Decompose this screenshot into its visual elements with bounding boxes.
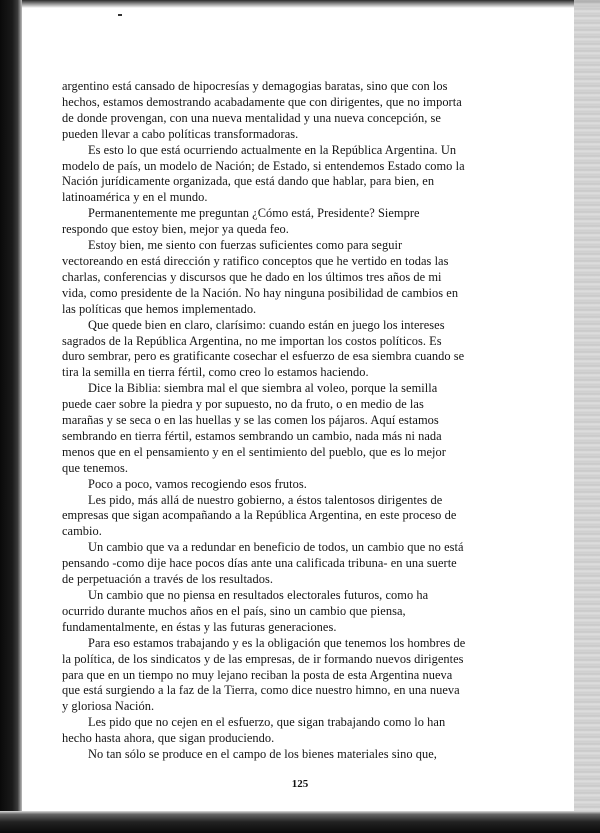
paragraph: Un cambio que no piensa en resultados electorales futuros, como ha ocurrido durante muchos años en el país, sino un cambio que piensa, fundamentalmente, en éstas y las futuras generaciones. xyxy=(62,588,429,634)
paragraph: Que quede bien en claro, clarísimo: cuando están en juego los intereses sagrados de la República Argentina, no me importan los costos políticos. Es duro sembrar, pero es gratificante cosechar el esfuerzo de esa siembra cuando se tira la semilla en tierra fértil, como creo lo estamos haciendo. xyxy=(62,317,465,380)
paragraph: Les pido que no cejen en el esfuerzo, que sigan trabajando como lo han hecho hasta ahora, que sigan produciendo. xyxy=(62,715,446,746)
paragraph: Les pido, más allá de nuestro gobierno, a éstos talentosos dirigentes de empresas que sigan acompañando a la República Argentina, en este proceso de cambio. xyxy=(62,492,457,539)
paragraph: Para eso estamos trabajando y es la obligación que tenemos los hombres de la política, de los sindicatos y de las empresas, de ir formando nuevos dirigentes para que en un tiempo no muy lejano reciban la posta de esta Argentina nueva que está surgiendo a la faz de la Tierra, como dice nuestro himno, en una nueva y gloriosa Nación. xyxy=(62,635,466,714)
body-text xyxy=(62,79,466,763)
scan-speck xyxy=(118,14,122,16)
paragraph: Dice la Biblia: siembra mal el que siembra al voleo, porque la semilla puede caer sobre la piedra y por supuesto, no da fruto, o en medio de las marañas y se seca o en las huellas y se las comen los pájaros. Aquí estamos sembrando en tierra fértil, estamos sembrando un cambio, nada más ni nada menos que en el pensamiento y en el sentimiento del pueblo, que es lo mejor que tenemos. xyxy=(62,381,446,475)
paragraph: Estoy bien, me siento con fuerzas suficientes como para seguir vectoreando en está dirección y ratifico conceptos que he vertido en todas las charlas, conferencias y discursos que he dado en los últimos tres años de mi vida, como presidente de la Nación. No hay ninguna posibilidad de cambios en las políticas que hemos implementado. xyxy=(62,238,459,316)
scan-bottom-edge xyxy=(0,811,600,833)
paragraph: argentino está cansado de hipocresías y demagogias baratas, sino que con los hechos, estamos demostrando acabadamente que con dirigentes, que no importa de donde provengan, con una nueva mentalidad y una nueva concepción, se pueden llevar a cabo políticas transformadoras. xyxy=(62,79,462,141)
scan-right-edge xyxy=(574,0,600,833)
paragraph: Permanentemente me preguntan ¿Cómo está, Presidente? Siempre respondo que estoy bien, mejor ya queda feo. xyxy=(62,206,420,237)
paragraph: No tan sólo se produce en el campo de los bienes materiales sino que, xyxy=(88,747,437,762)
scan-binding-edge xyxy=(0,0,22,833)
scan-top-edge xyxy=(0,0,600,8)
paragraph: Poco a poco, vamos recogiendo esos frutos. xyxy=(88,476,307,491)
paragraph: Es esto lo que está ocurriendo actualmente en la República Argentina. Un modelo de país, un modelo de Nación; de Estado, si entendemos Estado como la Nación jurídicamente organizada, que está dando que hablar, para bien, en latinoamérica y en el mundo. xyxy=(62,142,465,205)
page-number: 125 xyxy=(291,778,309,790)
paragraph: Un cambio que va a redundar en beneficio de todos, un cambio que no está pensando -como dije hace pocos días ante una calificada tribuna- en una suerte de perpetuación a través de los resultados. xyxy=(62,540,464,587)
